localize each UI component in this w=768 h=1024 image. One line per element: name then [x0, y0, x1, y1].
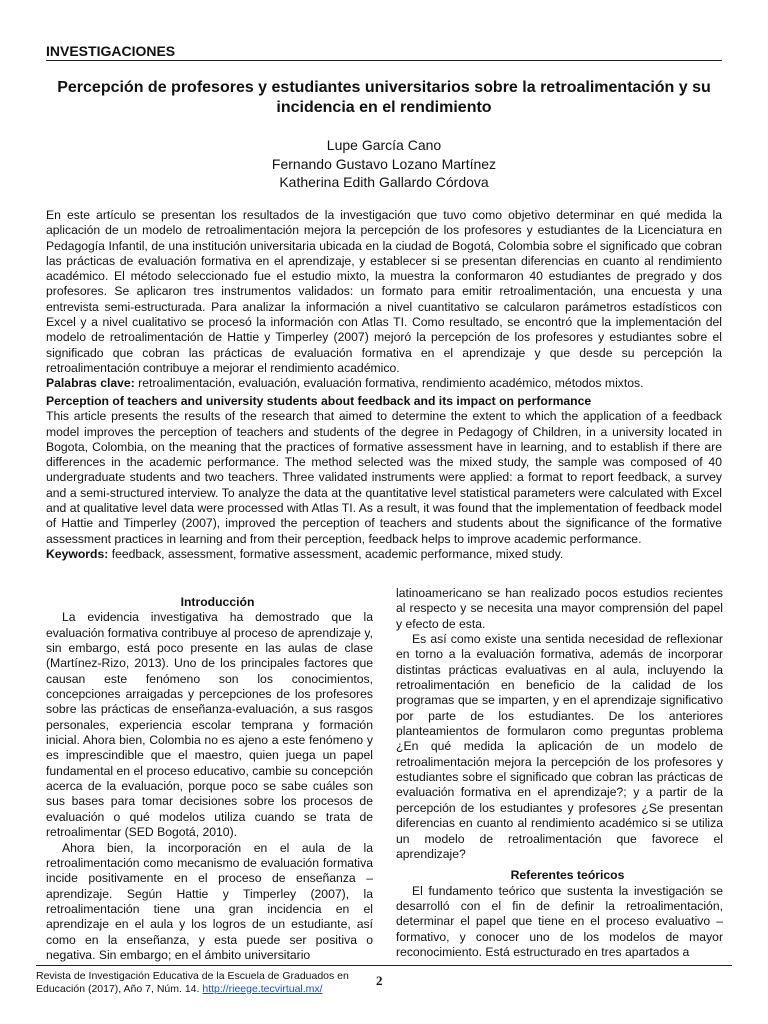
page-number: 2 [376, 973, 383, 988]
header-divider [46, 60, 722, 61]
body-column-left [46, 595, 373, 963]
keywords-english [46, 547, 722, 562]
journal-url-link[interactable]: http://rieege.tecvirtual.mx/ [202, 983, 323, 995]
footer-citation [36, 970, 366, 996]
abstract-spanish-text: En este artículo se presentan los resultados de la investigación que tuvo como objetivo determinar en qué medida la aplicación de un modelo de retroalimentación mejora la percepción de los profesores y estudiantes de la Licenciatura en Pedagogía Infantil, de una institución universitaria ubicada en la ciudad de Bogotá, Colombia sobre el significado que cobran las prácticas de evaluación formativa en el aprendizaje, y establecer si se presentan diferencias en cuanto al rendimiento académico. El método seleccionado fue el estudio mixto, la muestra la conformaron 40 estudiantes de pregrado y dos profesores. Se aplicaron tres instrumentos validados: un formato para emitir retroalimentación, una encuesta y una entrevista semi-estructurada. Para analizar la información a nivel cuantitativo se calcularon parámetros estadísticos con Excel y a nivel cualitativo se procesó la información con Atlas TI. Como resultado, se encontró que la implementación del modelo de retroalimentación de Hattie y Timperley (2007) mejoró la percepción de los profesores y estudiantes sobre el significado que cobran las prácticas de evaluación formativa en el aprendizaje y que desde su percepción la retroalimentación contribuye a mejorar el rendimiento académico. [46, 208, 722, 375]
keywords-spanish [46, 376, 722, 391]
abstract-english-title: Perception of teachers and university students about feedback and its impact on performance [46, 394, 592, 408]
author-name: Lupe García Cano [326, 137, 442, 153]
abstract-english-text: This article presents the results of the research that aimed to determine the extent to which the application of a feedback model improves the perception of teachers and students of the degree in Pedagogy of Children, in a university located in Bogota, Colombia, on the meaning that the practices of formative assessment have in learning, and to establish if there are differences in the academic performance. The method selected was the mixed study, the sample was composed of 40 undergraduate students and two teachers. Three validated instruments were applied: a format to report feedback, a survey and a semi-structured interview. To analyze the data at the quantitative level statistical parameters were calculated with Excel and at qualitative level data were processed with Atlas TI. As a result, it was found that the implementation of feedback model of Hattie and Timperley (2007), improved the perception of teachers and students about the significance of the formative assessment practices in learning and from their perception, feedback helps to improve academic performance. [46, 409, 722, 546]
footer-journal-line [36, 983, 366, 996]
body-paragraph: latinoamericano se han realizado pocos estudios recientes al respecto y se necesita una mayor comprensión del papel y efecto de esta. [396, 586, 723, 631]
author-list [46, 136, 722, 192]
body-paragraph: El fundamento teórico que sustenta la investigación se desarrolló con el fin de definir la retroalimentación, determinar el papel que tiene en el proceso evaluativo – formativo, y conocer uno de los modelos de mayor reconocimiento. Está estructurado en tres apartados a [396, 883, 723, 959]
section-heading-introduccion: Introducción [180, 595, 255, 609]
footer-issue: Educación (2017), Año 7, Núm. 14. [36, 983, 200, 995]
author-name: Fernando Gustavo Lozano Martínez [271, 155, 497, 172]
author-name: Katherina Edith Gallardo Córdova [279, 174, 489, 190]
abstract-spanish [46, 208, 722, 392]
keywords-value: feedback, assessment, formative assessment, academic performance, mixed study. [111, 546, 564, 561]
body-column-right [396, 586, 723, 960]
body-paragraph: Es así como existe una sentida necesidad de reflexionar en torno a la evaluación formativa, además de incorporar distintas prácticas evaluativas en al aula, incluyendo la retroalimentación en beneficio de la calidad de los programas que se imparten, y en el aprendizaje significativo por parte de los estudiantes. De los anteriores planteamientos de formularon como preguntas problema ¿En qué medida la aplicación de un modelo de retroalimentación mejora la percepción de los profesores y estudiantes sobre el significado que cobran las prácticas de evaluación formativa en el aprendizaje?; y a partir de la percepción de los estudiantes y profesores ¿Se presentan diferencias en cuanto al rendimiento académico si se utiliza un modelo de retroalimentación que favorece el aprendizaje? [396, 632, 723, 861]
keywords-label: Palabras clave: [46, 376, 135, 391]
abstract-english [46, 394, 722, 562]
footer-divider [36, 965, 732, 966]
section-label: INVESTIGACIONES [46, 43, 176, 59]
footer-journal-line: Revista de Investigación Educativa de la Escuela de Graduados en [36, 970, 349, 982]
body-paragraph: Ahora bien, la incorporación en el aula de la retroalimentación como mecanismo de evaluación formativa incide positivamente en el proceso de enseñanza – aprendizaje. Según Hattie y Timperley (2007), la retroalimentación tiene una gran incidencia en el aprendizaje en el aula y los logros de un estudiante, así como en la enseñanza, y esta puede ser positiva o negativa. Sin embargo; en el ámbito universitario [46, 840, 373, 962]
section-heading-referentes: Referentes teóricos [510, 868, 625, 883]
article-title: Percepción de profesores y estudiantes universitarios sobre la retroalimentación y su incidencia en el rendimiento [57, 79, 711, 116]
keywords-label: Keywords: [46, 546, 109, 561]
body-paragraph: La evidencia investigativa ha demostrado que la evaluación formativa contribuye al proceso de aprendizaje y, sin embargo, está poco presente en las aulas de clase (Martínez-Rizo, 2013). Uno de los principales factores que causan este fenómeno son los conocimientos, concepciones arraigadas y percepciones de los profesores sobre las prácticas de enseñanza-evaluación, a sus rasgos personales, experiencia escolar temprana y formación inicial. Ahora bien, Colombia no es ajeno a este fenómeno y es imprescindible que el maestro, quien juega un papel fundamental en el proceso educativo, cambie su concepción acerca de la evaluación, porque poco se sabe cuáles son sus bases para tomar decisiones sobre los procesos de evaluación o qué modelos utiliza cuando se trata de retroalimentar (SED Bogotá, 2010). [46, 610, 373, 840]
keywords-value: retroalimentación, evaluación, evaluación formativa, rendimiento académico, métodos mixtos. [138, 376, 644, 391]
